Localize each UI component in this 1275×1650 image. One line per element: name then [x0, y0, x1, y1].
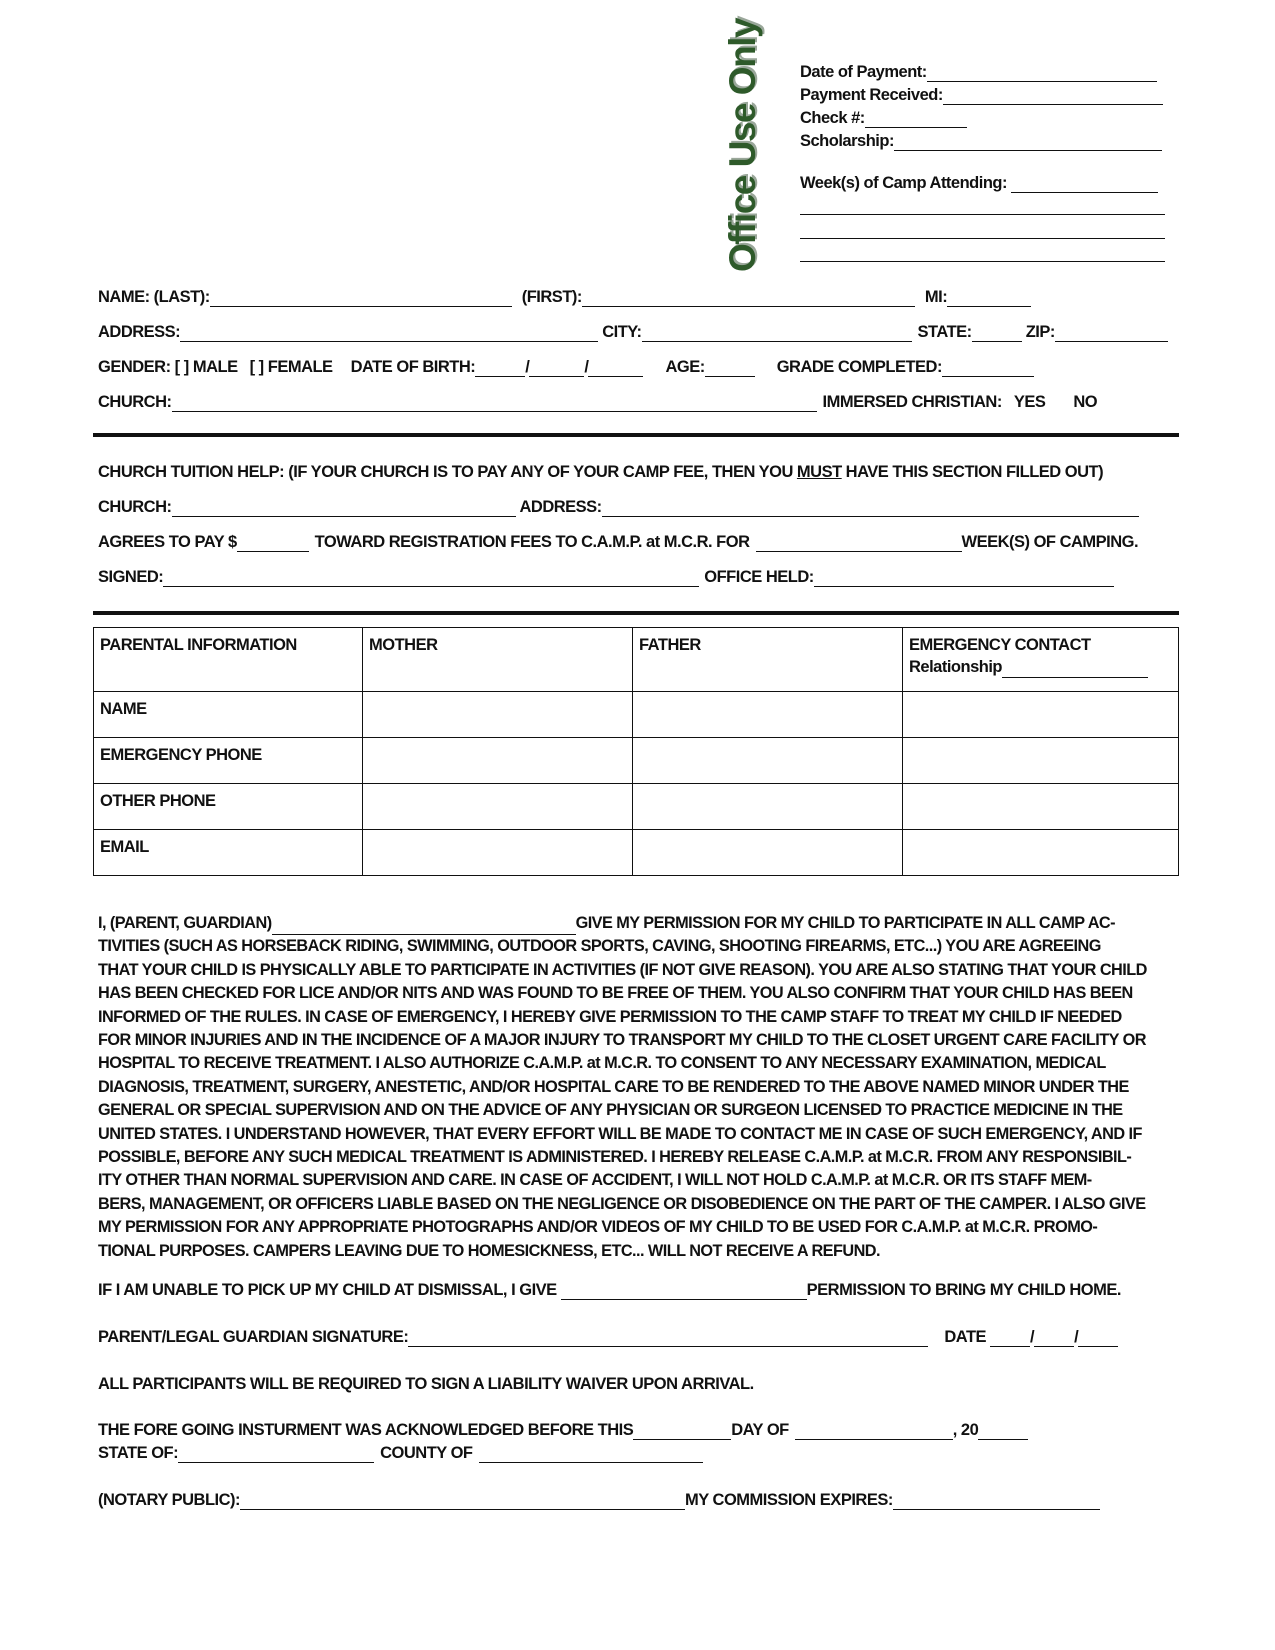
tuition-signed-row [98, 567, 1114, 587]
father-email-cell[interactable] [633, 830, 903, 876]
check-number-label: Check #: [800, 109, 865, 127]
dob-year-field[interactable] [588, 360, 643, 377]
address-row [98, 322, 1168, 342]
tuition-heading-must: MUST [796, 463, 842, 481]
header-parental-information: PARENTAL INFORMATION [94, 628, 363, 692]
commission-field[interactable] [893, 1493, 1100, 1510]
permission-line: GENERAL OR SPECIAL SUPERVISION AND ON THE ADVICE OF ANY PHYSICIAN OR SURGEON LICENSED TO PRACTICE MEDICINE IN THE [98, 1101, 1123, 1120]
address-label: ADDRESS: [98, 323, 181, 341]
father-name-cell[interactable] [633, 692, 903, 738]
permission-line: UNITED STATES. I UNDERSTAND HOWEVER, THAT EVERY EFFORT WILL BE MADE TO CONTACT ME IN CASE OF SUCH EMERGENCY, AND IF [98, 1124, 1142, 1143]
weeks-count-field[interactable] [756, 535, 962, 552]
church-row [98, 392, 1097, 412]
section-divider [93, 433, 1179, 437]
office-held-field[interactable] [814, 570, 1114, 587]
row-label-name: NAME [94, 692, 363, 738]
row-label-emergency-phone: EMERGENCY PHONE [94, 738, 363, 784]
state-of-label: STATE OF: [98, 1444, 179, 1462]
mother-email-cell[interactable] [363, 830, 633, 876]
permission-paragraph [98, 912, 1178, 1263]
gender-female-option[interactable]: [ ] FEMALE [249, 358, 333, 376]
signature-date-month-field[interactable] [990, 1330, 1030, 1347]
zip-field[interactable] [1055, 325, 1168, 342]
dob-day-field[interactable] [529, 360, 584, 377]
immersed-no-option[interactable]: NO [1073, 393, 1098, 411]
parental-info-table [93, 627, 1179, 876]
zip-label: ZIP: [1025, 323, 1055, 341]
weeks-attending-line-4[interactable] [800, 261, 1165, 262]
table-row [94, 830, 1179, 876]
tuition-church-field[interactable] [172, 500, 516, 517]
signed-field[interactable] [163, 570, 699, 587]
permission-line: INFORMED OF THE RULES. IN CASE OF EMERGENCY, I HEREBY GIVE PERMISSION TO THE CAMP STAFF TO TREAT MY CHILD IF NEEDED [98, 1007, 1122, 1026]
father-other-phone-cell[interactable] [633, 784, 903, 830]
signature-date-slash-1: / [1030, 1328, 1035, 1346]
immersed-label: IMMERSED CHRISTIAN: [822, 393, 1002, 411]
state-label: STATE: [917, 323, 972, 341]
waiver-text: ALL PARTICIPANTS WILL BE REQUIRED TO SIGN A LIABILITY WAIVER UPON ARRIVAL. [98, 1375, 754, 1393]
state-field[interactable] [972, 325, 1022, 342]
pickup-person-field[interactable] [561, 1283, 807, 1300]
day-of-label: DAY OF [731, 1421, 789, 1439]
last-name-field[interactable] [210, 290, 512, 307]
signature-date-slash-2: / [1074, 1328, 1079, 1346]
tuition-heading-text-end: HAVE THIS SECTION FILLED OUT) [845, 463, 1104, 481]
mi-label: MI: [924, 288, 948, 306]
emergency-name-cell[interactable] [903, 692, 1179, 738]
tuition-agrees-row [98, 532, 1138, 552]
church-label: CHURCH: [98, 393, 172, 411]
payment-received-row [800, 85, 1163, 105]
relationship-row [909, 656, 1172, 678]
permission-line: POSSIBLE, BEFORE ANY SUCH MEDICAL TREATMENT IS ADMINISTERED. I HEREBY RELEASE C.A.M.P. at M.C.R. FROM ANY RESPONSIBIL- [98, 1148, 1132, 1167]
permission-line: BERS, MANAGEMENT, OR OFFICERS LIABLE BASED ON THE NEGLIGENCE OR DISOBEDIENCE ON THE PART OF THE CAMPER. I ALSO GIVE [98, 1194, 1146, 1213]
tuition-church-label: CHURCH: [98, 498, 172, 516]
dob-label: DATE OF BIRTH: [350, 358, 476, 376]
permission-line: TIVITIES (SUCH AS HORSEBACK RIDING, SWIMMING, OUTDOOR SPORTS, CAVING, SHOOTING FIREARMS, ETC...) YOU ARE AGREEING [98, 937, 1101, 956]
dob-month-field[interactable] [475, 360, 525, 377]
parent-guardian-label: I, (PARENT, GUARDIAN) [98, 914, 272, 932]
table-row [94, 738, 1179, 784]
pickup-row [98, 1280, 1121, 1300]
acknowledged-row [98, 1420, 1028, 1440]
year-field[interactable] [978, 1423, 1028, 1440]
payment-received-label: Payment Received: [800, 86, 943, 104]
section-divider-2 [93, 611, 1179, 615]
emergency-other-phone-cell[interactable] [903, 784, 1179, 830]
acknowledged-day-field[interactable] [633, 1423, 731, 1440]
check-number-row [800, 108, 967, 128]
permission-line: DIAGNOSIS, TREATMENT, SURGERY, ANESTETIC, AND/OR HOSPITAL CARE TO BE RENDERED TO THE ABOVE NAMED MINOR UNDER THE [98, 1077, 1129, 1096]
father-emergency-phone-cell[interactable] [633, 738, 903, 784]
gender-male-option[interactable]: GENDER: [ ] MALE [98, 358, 238, 376]
emergency-contact-label: EMERGENCY CONTACT [909, 636, 1091, 654]
scholarship-label: Scholarship: [800, 132, 894, 150]
dob-slash-1: / [525, 358, 530, 376]
signature-date-label: DATE [944, 1328, 987, 1346]
signature-date-year-field[interactable] [1078, 1330, 1118, 1347]
gender-row [98, 357, 1034, 377]
city-label: CITY: [602, 323, 642, 341]
date-of-payment-label: Date of Payment: [800, 63, 927, 81]
table-header-row [94, 628, 1179, 692]
relationship-label: Relationship [909, 658, 1003, 676]
permission-line: HOSPITAL TO RECEIVE TREATMENT. I ALSO AUTHORIZE C.A.M.P. at M.C.R. TO CONSENT TO ANY NECESSARY EXAMINATION, MEDICAL [98, 1054, 1106, 1073]
notary-public-label: (NOTARY PUBLIC): [98, 1491, 241, 1509]
weeks-attending-line-2[interactable] [800, 214, 1165, 215]
row-label-other-phone: OTHER PHONE [94, 784, 363, 830]
state-of-field[interactable] [178, 1446, 374, 1463]
first-name-label: (FIRST): [521, 288, 582, 306]
tuition-address-label: ADDRESS: [519, 498, 602, 516]
permission-line: ITY OTHER THAN NORMAL SUPERVISION AND CARE. IN CASE OF ACCIDENT, I WILL NOT HOLD C.A.M.P. at M.C.R. OR ITS STAFF MEM- [98, 1171, 1092, 1190]
immersed-yes-option[interactable]: YES [1013, 393, 1046, 411]
weeks-attending-row [800, 173, 1158, 193]
relationship-field[interactable] [1002, 661, 1148, 678]
state-county-row [98, 1443, 703, 1463]
tuition-heading-text: CHURCH TUITION HELP: (IF YOUR CHURCH IS TO PAY ANY OF YOUR CAMP FEE, THEN YOU [98, 463, 793, 481]
payment-received-field[interactable] [943, 88, 1163, 105]
table-row [94, 784, 1179, 830]
signature-label: PARENT/LEGAL GUARDIAN SIGNATURE: [98, 1328, 409, 1346]
waiver-row [98, 1374, 754, 1394]
day-of-month-field[interactable] [795, 1423, 953, 1440]
tuition-address-field[interactable] [602, 500, 1139, 517]
header-father: FATHER [633, 628, 903, 692]
signed-label: SIGNED: [98, 568, 164, 586]
mi-field[interactable] [947, 290, 1031, 307]
permission-line: THAT YOUR CHILD IS PHYSICALLY ABLE TO PARTICIPATE IN ACTIVITIES (IF NOT GIVE REASON). YOU ARE ALSO STATING THAT YOUR CHILD [98, 960, 1147, 979]
weeks-attending-field[interactable] [1011, 176, 1158, 193]
age-label: AGE: [665, 358, 705, 376]
signature-field[interactable] [408, 1330, 928, 1347]
weeks-of-camping-label: WEEK(S) OF CAMPING. [961, 533, 1139, 551]
permission-line: TIONAL PURPOSES. CAMPERS LEAVING DUE TO HOMESICKNESS, ETC... WILL NOT RECEIVE A REFUND. [98, 1241, 880, 1260]
scholarship-row [800, 131, 1162, 151]
notary-row [98, 1490, 1100, 1510]
office-use-only-stamp: Office Use Only [722, 18, 763, 272]
table-row [94, 692, 1179, 738]
commission-label: MY COMMISSION EXPIRES: [685, 1491, 893, 1509]
dob-slash-2: / [584, 358, 589, 376]
agrees-amount-field[interactable] [237, 535, 309, 552]
church-field[interactable] [172, 395, 817, 412]
age-field[interactable] [705, 360, 755, 377]
county-of-label: COUNTY OF [380, 1444, 473, 1462]
parent-guardian-field[interactable] [272, 918, 576, 935]
permission-first-line [98, 912, 1178, 935]
weeks-attending-line-3[interactable] [800, 238, 1165, 239]
agrees-to-pay-label: AGREES TO PAY $ [98, 533, 237, 551]
check-number-field[interactable] [865, 111, 967, 128]
last-name-label: NAME: (LAST): [98, 288, 210, 306]
tuition-heading [98, 462, 1103, 482]
weeks-attending-label: Week(s) of Camp Attending: [800, 174, 1008, 192]
notary-public-field[interactable] [240, 1493, 685, 1510]
permission-line-1: GIVE MY PERMISSION FOR MY CHILD TO PARTICIPATE IN ALL CAMP AC- [575, 914, 1115, 932]
address-field[interactable] [180, 325, 598, 342]
date-of-payment-row [800, 62, 1157, 82]
toward-fees-label: TOWARD REGISTRATION FEES TO C.A.M.P. at M.C.R. FOR [314, 533, 750, 551]
row-label-email: EMAIL [94, 830, 363, 876]
grade-label: GRADE COMPLETED: [776, 358, 942, 376]
mother-name-cell[interactable] [363, 692, 633, 738]
first-name-field[interactable] [582, 290, 915, 307]
grade-field[interactable] [942, 360, 1034, 377]
emergency-email-cell[interactable] [903, 830, 1179, 876]
date-of-payment-field[interactable] [927, 65, 1157, 82]
scholarship-field[interactable] [894, 134, 1162, 151]
mother-other-phone-cell[interactable] [363, 784, 633, 830]
header-mother: MOTHER [363, 628, 633, 692]
name-row [98, 287, 1031, 307]
county-of-field[interactable] [479, 1446, 703, 1463]
mother-emergency-phone-cell[interactable] [363, 738, 633, 784]
pickup-permission-label: PERMISSION TO BRING MY CHILD HOME. [806, 1281, 1121, 1299]
city-field[interactable] [642, 325, 912, 342]
header-emergency-contact [903, 628, 1179, 692]
acknowledged-label: THE FORE GOING INSTURMENT WAS ACKNOWLEDGED BEFORE THIS [98, 1421, 634, 1439]
signature-row [98, 1327, 1118, 1347]
permission-line: MY PERMISSION FOR ANY APPROPRIATE PHOTOGRAPHS AND/OR VIDEOS OF MY CHILD TO BE USED FOR C.A.M.P. at M.C.R. PROMO- [98, 1218, 1098, 1237]
year-prefix-label: , 20 [952, 1421, 979, 1439]
pickup-label: IF I AM UNABLE TO PICK UP MY CHILD AT DISMISSAL, I GIVE [98, 1281, 557, 1299]
permission-line: FOR MINOR INJURIES AND IN THE INCIDENCE OF A MAJOR INJURY TO TRANSPORT MY CHILD TO THE CLOSET URGENT CARE FACILITY OR [98, 1031, 1146, 1050]
tuition-church-row [98, 497, 1139, 517]
office-held-label: OFFICE HELD: [704, 568, 814, 586]
permission-line: HAS BEEN CHECKED FOR LICE AND/OR NITS AND WAS FOUND TO BE FREE OF THEM. YOU ALSO CONFIRM THAT YOUR CHILD HAS BEEN [98, 984, 1133, 1003]
signature-date-day-field[interactable] [1034, 1330, 1074, 1347]
emergency-emergency-phone-cell[interactable] [903, 738, 1179, 784]
